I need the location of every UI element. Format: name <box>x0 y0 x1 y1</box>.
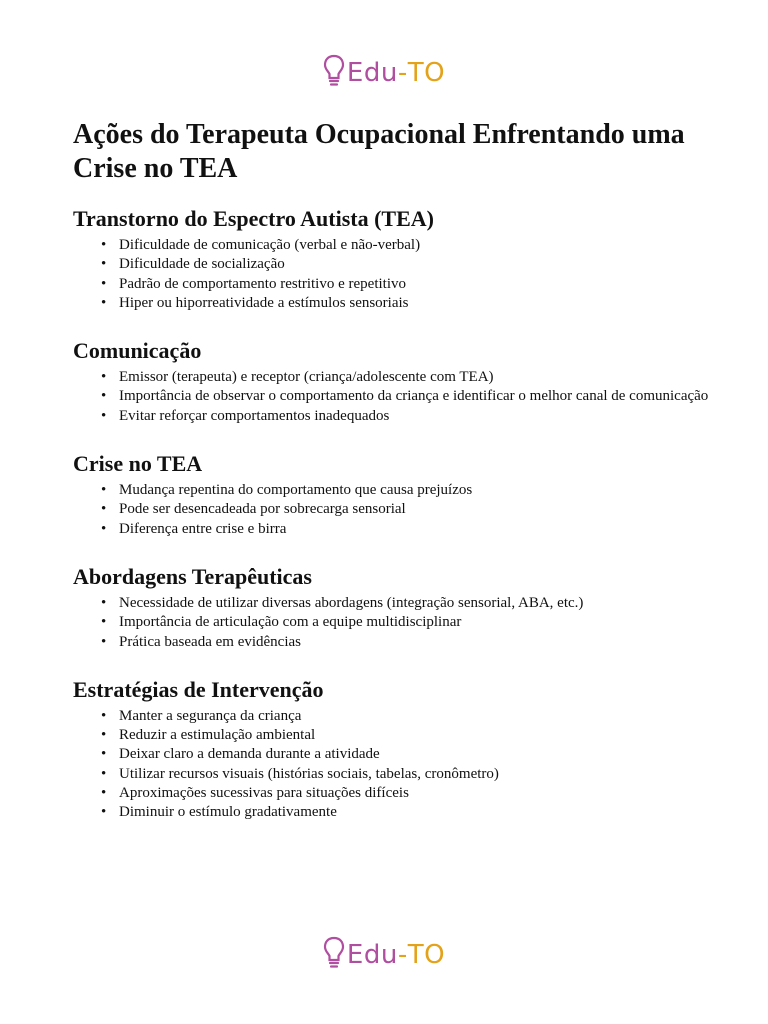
list-item: • Prática baseada em evidências <box>119 633 713 652</box>
list-item: • Manter a segurança da criança <box>119 707 713 726</box>
bullet-list <box>73 594 713 652</box>
logo-text-dash: - <box>397 940 408 970</box>
logo-text-edu: Edu <box>346 58 398 88</box>
list-item: • Hiper ou hiporreatividade a estímulos sensoriais <box>119 294 713 313</box>
list-item: • Importância de articulação com a equipe multidisciplinar <box>119 613 713 632</box>
list-item: • Diferença entre crise e birra <box>119 520 713 539</box>
list-item: • Reduzir a estimulação ambiental <box>119 726 713 745</box>
list-item: • Pode ser desencadeada por sobrecarga sensorial <box>119 500 713 519</box>
page-title: Ações do Terapeuta Ocupacional Enfrentando uma Crise no TEA <box>73 119 685 184</box>
bullet-list <box>73 707 713 823</box>
logo-text-edu: Edu <box>346 940 398 970</box>
logo-text-to: TO <box>407 58 446 88</box>
header-logo <box>0 53 768 93</box>
section-heading: Transtorno do Espectro Autista (TEA) <box>73 206 434 231</box>
bullet-list <box>73 481 713 539</box>
list-item: • Dificuldade de comunicação (verbal e não-verbal) <box>119 236 713 255</box>
section-heading: Comunicação <box>73 338 202 364</box>
bullet-list <box>73 236 713 313</box>
document-body <box>73 118 713 848</box>
bullet-list <box>73 368 713 426</box>
section-heading: Estratégias de Intervenção <box>73 676 324 702</box>
lightbulb-icon <box>323 54 345 93</box>
section-heading: Crise no TEA <box>73 451 203 477</box>
list-item: • Dificuldade de socialização <box>119 255 713 274</box>
list-item: • Padrão de comportamento restritivo e repetitivo <box>119 275 713 294</box>
logo-wordmark <box>347 60 445 86</box>
list-item: • Necessidade de utilizar diversas abordagens (integração sensorial, ABA, etc.) <box>119 594 713 613</box>
logo-wordmark <box>347 942 445 968</box>
list-item: • Diminuir o estímulo gradativamente <box>119 803 713 822</box>
lightbulb-icon <box>323 936 345 975</box>
logo-text-dash: - <box>397 58 408 88</box>
list-item: • Deixar claro a demanda durante a atividade <box>119 745 713 764</box>
list-item: • Utilizar recursos visuais (histórias sociais, tabelas, cronômetro) <box>119 765 713 784</box>
sections-container <box>73 206 713 823</box>
list-item: • Aproximações sucessivas para situações difíceis <box>119 784 713 803</box>
section-heading: Abordagens Terapêuticas <box>73 563 312 589</box>
list-item: • Emissor (terapeuta) e receptor (criança/adolescente com TEA) <box>119 368 713 387</box>
list-item: • Mudança repentina do comportamento que causa prejuízos <box>119 481 713 500</box>
footer-logo <box>0 935 768 975</box>
list-item: • Evitar reforçar comportamentos inadequados <box>119 407 713 426</box>
list-item: • Importância de observar o comportamento da criança e identificar o melhor canal de comunicação <box>119 387 713 406</box>
logo-text-to: TO <box>407 940 446 970</box>
